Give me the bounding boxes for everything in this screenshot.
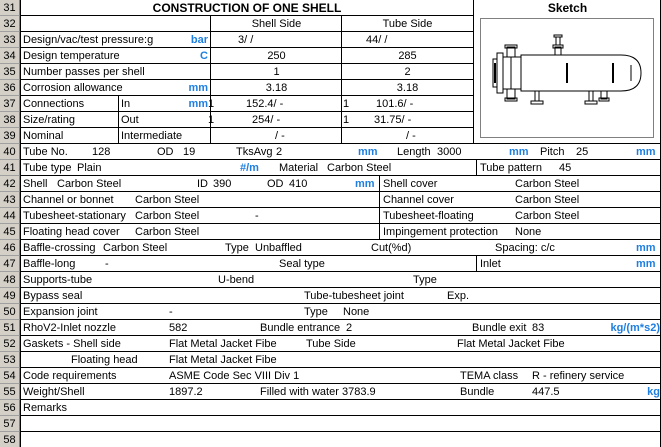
row-number[interactable]: 51 xyxy=(0,320,20,336)
row-number[interactable]: 41 xyxy=(0,160,20,176)
sketch-panel xyxy=(473,0,661,144)
tube-pattern-value[interactable]: 45 xyxy=(559,162,572,174)
bundle-entrance-value[interactable]: 2 xyxy=(346,322,353,334)
row-number[interactable]: 52 xyxy=(0,336,20,352)
shell-label: Shell xyxy=(23,178,48,190)
tube-tubesheet-joint-label: Tube-tubesheet joint xyxy=(304,290,404,302)
shell-id-value[interactable]: 390 xyxy=(213,178,232,190)
tube-in-size[interactable]: 101.6/ - xyxy=(376,98,414,110)
gaskets-floating-head-label: Floating head xyxy=(71,354,138,366)
weight-unit[interactable]: kg xyxy=(647,386,660,398)
pitch-label: Pitch xyxy=(540,146,565,158)
gaskets-floating-head-value[interactable]: Flat Metal Jacket Fibe xyxy=(169,354,277,366)
baffle-spacing-label: Spacing: c/c xyxy=(495,242,555,254)
floating-head-cover-label: Floating head cover xyxy=(23,226,120,238)
sketch-image xyxy=(480,18,654,138)
bundle-weight-label: Bundle xyxy=(460,386,495,398)
tube-side-header: Tube Side xyxy=(382,18,433,30)
pressure-unit[interactable]: bar xyxy=(190,34,208,46)
row-number[interactable]: 37 xyxy=(0,96,20,112)
tube-material-value[interactable]: Carbon Steel xyxy=(327,162,392,174)
connection-out-label: Out xyxy=(121,114,139,126)
tube-od-value[interactable]: 19 xyxy=(183,146,196,158)
baffle-type-value[interactable]: Unbaffled xyxy=(255,242,302,254)
connection-unit[interactable]: mm xyxy=(188,98,208,110)
shell-out-count[interactable]: 1 xyxy=(208,114,215,126)
shell-temperature-value[interactable]: 250 xyxy=(267,50,286,62)
row-number[interactable]: 31 xyxy=(0,0,20,16)
channel-bonnet-label: Channel or bonnet xyxy=(23,194,114,206)
grid-line xyxy=(379,176,380,240)
gaskets-shell-label: Gaskets - Shell side xyxy=(23,338,121,350)
bundle-exit-value[interactable]: 83 xyxy=(532,322,545,334)
tube-passes-value[interactable]: 2 xyxy=(404,66,411,78)
expansion-type-value[interactable]: None xyxy=(343,306,370,318)
shell-cover-label: Shell cover xyxy=(383,178,438,190)
row-number[interactable]: 42 xyxy=(0,176,20,192)
row-number[interactable]: 36 xyxy=(0,80,20,96)
length-unit[interactable]: mm xyxy=(509,146,529,158)
row-number[interactable]: 53 xyxy=(0,352,20,368)
shell-intermediate-size[interactable]: / - xyxy=(275,130,285,142)
tube-corrosion-value[interactable]: 3.18 xyxy=(396,82,419,94)
code-requirements-label: Code requirements xyxy=(23,370,117,382)
grid-line xyxy=(20,415,661,416)
shell-pressure-value[interactable]: 3/ / xyxy=(238,34,254,46)
impingement-label: Impingement protection xyxy=(383,226,498,238)
supports-tube-value[interactable]: U-bend xyxy=(218,274,255,286)
grid-line xyxy=(476,256,477,272)
shell-dim-unit[interactable]: mm xyxy=(355,178,375,190)
tube-no-value[interactable]: 128 xyxy=(92,146,111,158)
grid-line xyxy=(476,160,477,176)
row-number[interactable]: 47 xyxy=(0,256,20,272)
channel-cover-value[interactable]: Carbon Steel xyxy=(515,194,580,206)
tube-intermediate-size[interactable]: / - xyxy=(406,130,416,142)
pitch-unit[interactable]: mm xyxy=(636,146,656,158)
inlet-unit[interactable]: mm xyxy=(636,258,656,270)
tube-temperature-value[interactable]: 285 xyxy=(398,50,417,62)
rhov2-inlet-value[interactable]: 582 xyxy=(169,322,188,334)
weight-shell-label: Weight/Shell xyxy=(23,386,85,398)
impingement-value[interactable]: None xyxy=(515,226,542,238)
row-number[interactable]: 49 xyxy=(0,288,20,304)
sheet-title: CONSTRUCTION OF ONE SHELL xyxy=(152,1,342,15)
shell-id-label: ID xyxy=(197,178,208,190)
shell-cover-value[interactable]: Carbon Steel xyxy=(515,178,580,190)
gaskets-tube-label: Tube Side xyxy=(306,338,356,350)
baffle-crossing-value[interactable]: Carbon Steel xyxy=(103,242,168,254)
baffle-cut-label: Cut(%d) xyxy=(371,242,412,254)
row-number[interactable]: 58 xyxy=(0,432,20,447)
shell-out-size[interactable]: 254/ - xyxy=(252,114,281,126)
row-number[interactable]: 34 xyxy=(0,48,20,64)
bundle-exit-label: Bundle exit xyxy=(472,322,527,334)
shell-passes-value[interactable]: 1 xyxy=(273,66,280,78)
tubesheet-floating-label: Tubesheet-floating xyxy=(383,210,474,222)
baffle-spacing-unit[interactable]: mm xyxy=(636,242,656,254)
bypass-seal-label: Bypass seal xyxy=(23,290,83,302)
filled-water-value[interactable]: 3783.9 xyxy=(342,386,376,398)
shell-material-value[interactable]: Carbon Steel xyxy=(57,178,122,190)
expansion-type-label: Type xyxy=(304,306,328,318)
tks-avg-label: TksAvg xyxy=(236,146,273,158)
row-number[interactable]: 56 xyxy=(0,400,20,416)
seal-type-label: Seal type xyxy=(279,258,325,270)
row-number[interactable]: 40 xyxy=(0,144,20,160)
tube-out-count[interactable]: 1 xyxy=(343,114,350,126)
tube-type-label: Tube type xyxy=(23,162,72,174)
connection-intermediate-label: Intermediate xyxy=(121,130,183,142)
shell-corrosion-value[interactable]: 3.18 xyxy=(265,82,288,94)
inlet-label: Inlet xyxy=(480,258,501,270)
rhov2-unit[interactable]: kg/(m*s2) xyxy=(610,322,660,334)
tubesheet-stationary-value[interactable]: Carbon Steel xyxy=(135,210,200,222)
design-temperature-label: Design temperature xyxy=(23,50,120,62)
passes-label: Number passes per shell xyxy=(23,66,145,78)
connections-label: Connections xyxy=(23,98,85,110)
row-number[interactable]: 44 xyxy=(0,208,20,224)
filled-water-label: Filled with water xyxy=(260,386,339,398)
tema-class-value[interactable]: R - refinery service xyxy=(532,370,625,382)
tubesheet-stationary-label: Tubesheet-stationary xyxy=(23,210,126,222)
row-number[interactable]: 54 xyxy=(0,368,20,384)
row-number[interactable]: 39 xyxy=(0,128,20,144)
row-number[interactable]: 45 xyxy=(0,224,20,240)
shell-od-label: OD xyxy=(267,178,284,190)
row-number[interactable]: 35 xyxy=(0,64,20,80)
corrosion-label: Corrosion allowance xyxy=(23,82,123,94)
row-number[interactable]: 32 xyxy=(0,16,20,32)
grid-line xyxy=(20,0,21,447)
length-value[interactable]: 3000 xyxy=(437,146,462,158)
connection-in-label: In xyxy=(121,98,131,110)
baffle-type-label: Type xyxy=(225,242,249,254)
row-number[interactable]: 48 xyxy=(0,272,20,288)
supports-type-label: Type xyxy=(413,274,437,286)
tema-class-label: TEMA class xyxy=(460,370,519,382)
row-number[interactable]: 33 xyxy=(0,32,20,48)
remarks-label: Remarks xyxy=(23,402,68,414)
heat-exchanger-sketch xyxy=(481,19,653,137)
rhov2-inlet-label: RhoV2-Inlet nozzle xyxy=(23,322,116,334)
channel-cover-label: Channel cover xyxy=(383,194,454,206)
tubesheet-stationary-dash[interactable]: - xyxy=(255,210,259,222)
expansion-joint-label: Expansion joint xyxy=(23,306,98,318)
grid-line xyxy=(118,96,119,144)
design-pressure-label: Design/vac/test pressure:g xyxy=(23,34,154,46)
row-number[interactable]: 55 xyxy=(0,384,20,400)
gaskets-shell-value[interactable]: Flat Metal Jacket Fibe xyxy=(169,338,277,350)
sketch-title: Sketch xyxy=(547,1,588,15)
tubesheet-floating-value[interactable]: Carbon Steel xyxy=(515,210,580,222)
tube-type-value[interactable]: Plain xyxy=(77,162,102,174)
shell-side-header: Shell Side xyxy=(251,18,302,30)
floating-head-cover-value[interactable]: Carbon Steel xyxy=(135,226,200,238)
tube-no-label: Tube No. xyxy=(23,146,68,158)
tube-od-label: OD xyxy=(157,146,174,158)
tube-type-unit[interactable]: #/m xyxy=(240,162,259,174)
bundle-weight-value[interactable]: 447.5 xyxy=(532,386,560,398)
supports-tube-label: Supports-tube xyxy=(23,274,93,286)
grid-line xyxy=(20,431,661,432)
length-label: Length xyxy=(397,146,431,158)
row-number[interactable]: 38 xyxy=(0,112,20,128)
tks-unit[interactable]: mm xyxy=(358,146,378,158)
grid-line xyxy=(20,271,661,272)
channel-bonnet-value[interactable]: Carbon Steel xyxy=(135,194,200,206)
tube-material-label: Material xyxy=(279,162,319,174)
bundle-entrance-label: Bundle entrance xyxy=(260,322,341,334)
row-number[interactable]: 57 xyxy=(0,416,20,432)
shell-in-size[interactable]: 152.4/ - xyxy=(246,98,284,110)
code-requirements-value[interactable]: ASME Code Sec VIII Div 1 xyxy=(169,370,300,382)
tube-tubesheet-joint-value[interactable]: Exp. xyxy=(447,290,470,302)
tks-avg-value[interactable]: 2 xyxy=(276,146,283,158)
temperature-unit[interactable]: C xyxy=(200,50,208,62)
row-number[interactable]: 43 xyxy=(0,192,20,208)
baffle-crossing-label: Baffle-crossing xyxy=(23,242,96,254)
tube-out-size[interactable]: 31.75/ - xyxy=(374,114,412,126)
baffle-long-value[interactable]: - xyxy=(105,258,109,270)
shell-od-value[interactable]: 410 xyxy=(289,178,308,190)
row-number[interactable]: 46 xyxy=(0,240,20,256)
pitch-value[interactable]: 25 xyxy=(576,146,589,158)
tube-pattern-label: Tube pattern xyxy=(480,162,542,174)
tube-pressure-value[interactable]: 44/ / xyxy=(366,34,388,46)
tube-in-count[interactable]: 1 xyxy=(343,98,350,110)
expansion-joint-value[interactable]: - xyxy=(169,306,173,318)
gaskets-tube-value[interactable]: Flat Metal Jacket Fibe xyxy=(457,338,565,350)
shell-in-count[interactable]: 1 xyxy=(208,98,215,110)
baffle-long-label: Baffle-long xyxy=(23,258,76,270)
corrosion-unit[interactable]: mm xyxy=(188,82,208,94)
size-rating-label: Size/rating xyxy=(23,114,75,126)
weight-shell-value[interactable]: 1897.2 xyxy=(169,386,203,398)
nominal-label: Nominal xyxy=(23,130,64,142)
row-number[interactable]: 50 xyxy=(0,304,20,320)
